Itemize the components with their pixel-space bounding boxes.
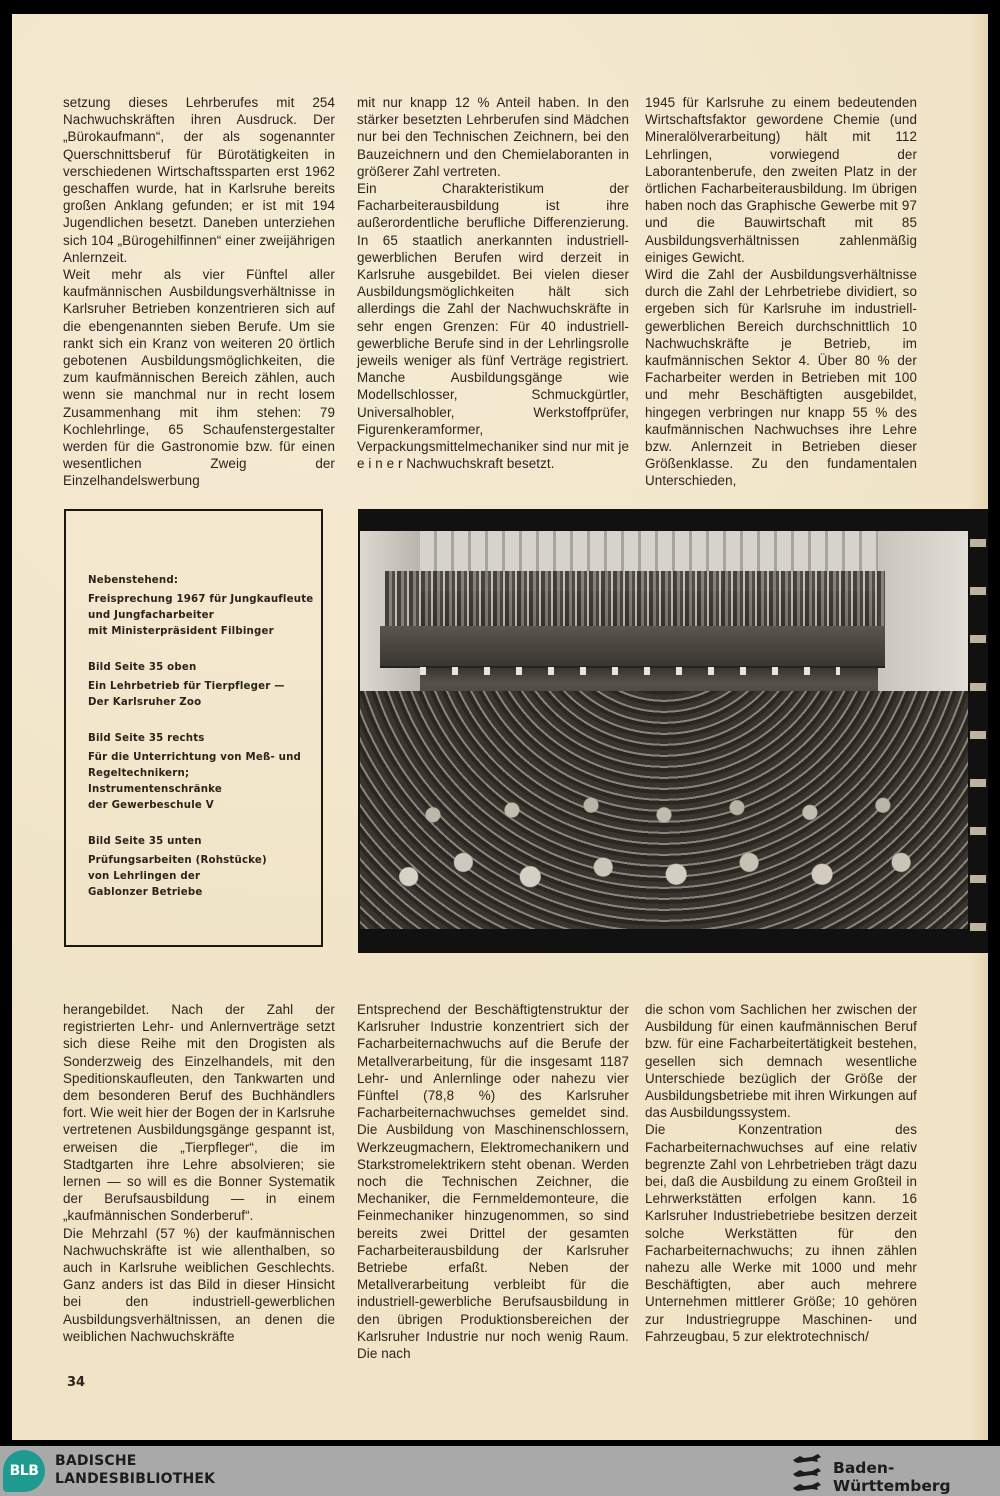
top-column-1 bbox=[63, 94, 335, 490]
top-column-3 bbox=[645, 94, 917, 490]
caption-heading: Bild Seite 35 unten bbox=[88, 836, 202, 847]
caption-group bbox=[88, 834, 313, 901]
blb-logo[interactable]: BLB bbox=[3, 1450, 45, 1492]
caption-line: mit Ministerpräsident Filbinger bbox=[88, 626, 274, 637]
paragraph: Entsprechend der Beschäftigtenstruktur der Karlsruher Industrie konzentriert sich der Facharbeiternachwuchs auf die Berufe der Metallverarbeitung, für die insgesamt 1187 Lehr- und Anlernlinge oder nahezu vier Fünftel (78,8 %) des Karlsruher Facharbeiternachwuchses gemeldet sind. Die Ausbildung von Maschinenschlossern, Werkzeugmachern, Elektromechanikern und Starkstromelektrikern steht obenan. Werden noch die Technischen Zeichner, die Mechaniker, die Fernmeldemonteure, die Feinmechaniker hinzugenommen, so sind bereits zwei Drittel der gesamten Facharbeiterausbildung der Karlsruher Betriebe erfaßt. Neben der Metallverarbeitung verbleibt für die industriell-gewerbliche Berufsausbildung in den übrigen Produktionsbereichen der Karlsruher Industrie nur noch wenig Raum. Die nach bbox=[357, 1002, 629, 1362]
caption-line: Gablonzer Betriebe bbox=[88, 887, 203, 898]
paragraph: herangebildet. Nach der Zahl der registrierten Lehr- und Anlernverträge setzt sich diese Reihe mit den Drogisten als Sonderzweig des Einzelhandels, mit den Speditionskaufleuten, den Tankwarten und dem besonderen Beruf des Buchhändlers fort. Wie weit hier der Bogen der in Karlsruhe vertretenen Ausbildungsgänge gespannt ist, erweisen die „Tierpfleger“, die im Stadtgarten ihre Lehre absolvieren; sie lernen — so will es die Bonner Systematik der Berufsausbildung — in einem „kaufmännischen Sonderberuf“. bbox=[63, 1002, 335, 1224]
scanned-page bbox=[12, 14, 988, 1440]
bottom-column-1 bbox=[63, 1001, 335, 1345]
audience-hall-photo bbox=[360, 531, 968, 929]
footer-bar bbox=[0, 1446, 1000, 1496]
caption-group bbox=[88, 731, 313, 814]
paragraph: mit nur knapp 12 % Anteil haben. In den stärker besetzten Lehrberufen sind Mädchen nur bei den Technischen Zeichnern, bei den Bauzeichnern und den Chemielaboranten in größerer Zahl vertreten. bbox=[357, 95, 629, 179]
library-name[interactable] bbox=[55, 1452, 215, 1488]
paragraph: die schon vom Sachlichen her zwischen der Ausbildung für einen kaufmännischen Beruf bzw. für eine Facharbeitertätigkeit bestehen, gesellen sich demnach wesentliche Unterschiede bezüglich der Größe der Ausbildungsbetriebe mit ihren Wirkungen auf das Ausbildungssystem. bbox=[645, 1002, 917, 1121]
top-column-2 bbox=[357, 94, 629, 472]
page-number: 34 bbox=[67, 1375, 86, 1390]
caption-line: und Jungfacharbeiter bbox=[88, 610, 214, 621]
caption-box bbox=[64, 509, 323, 947]
paragraph: Weit mehr als vier Fünftel aller kaufmännischen Ausbildungsverhältnisse in Karlsruher Betrieben konzentrieren sich auf die ebengenannten sieben Berufe. Um sie rankt sich ein Kranz von weiteren 20 örtlich gebotenen Ausbildungsmöglichkeiten, die zum kaufmännischen Bereich zählen, auch wenn sie manchmal nur in recht losem Zusammenhang mit ihm stehen: 79 Kochlehrlinge, 65 Schaufenstergestalter werden für die Gastronomie bzw. für einen wesentlichen Zweig der Einzelhandelswerbung bbox=[63, 267, 335, 489]
library-name-line-2: LANDESBIBLIOTHEK bbox=[55, 1471, 216, 1487]
caption-line: Instrumentenschränke bbox=[88, 784, 222, 795]
paragraph: Die Konzentration des Facharbeiternachwuchses auf eine relativ begrenzte Zahl von Lehrbetrieben trägt dazu bei, daß die Ausbildung zu einem Großteil in Lehrwerkstätten erfolgen kann. 16 Karlsruher Industriebetriebe besitzen derzeit solche Werkstätten für den Facharbeiternachwuchs; zu ihnen zählen nahezu alle Werke mit 1000 und mehr Beschäftigten, aber auch mehrere Unternehmen mittlerer Größe; 10 gehören zur Industriegruppe Maschinen- und Fahrzeugbau, 5 zur elektrotechnisch/ bbox=[645, 1122, 917, 1344]
photo-crowd bbox=[360, 691, 968, 929]
caption-line: Regeltechnikern; bbox=[88, 768, 190, 779]
photo-balcony-crowd bbox=[385, 571, 885, 626]
bottom-column-3 bbox=[645, 1001, 917, 1345]
caption-line: Prüfungsarbeiten (Rohstücke) bbox=[88, 855, 267, 866]
caption-group bbox=[88, 660, 313, 711]
photo-lights bbox=[420, 667, 840, 675]
caption-line: Der Karlsruher Zoo bbox=[88, 697, 202, 708]
photo-balcony bbox=[380, 626, 885, 668]
film-sprocket-edge bbox=[970, 509, 986, 953]
paragraph: Die Mehrzahl (57 %) der kaufmännischen Nachwuchskräfte ist wie allenthalben, so auch in Karlsruhe weiblichen Geschlechts. Ganz anders ist das Bild in dieser Hinsicht bei den industriell-gewerblichen Ausbildungsverhältnissen, an denen die weiblichen Nachwuchskräfte bbox=[63, 1225, 335, 1344]
bottom-column-2 bbox=[357, 1001, 629, 1362]
caption-line: Für die Unterrichtung von Meß- und bbox=[88, 752, 302, 763]
paragraph: Wird die Zahl der Ausbildungsverhältnisse durch die Zahl der Lehrbetriebe dividiert, so ergeben sich für Karlsruhe im industriell-gewerblichen Bereich durchschnittlich 10 Nachwuchskräfte je Betrieb, im kaufmännischen Sektor 4. Über 80 % der Facharbeiter werden in Betrieben mit 100 und mehr Beschäftigten ausgebildet, hingegen verbringen nur knapp 55 % des kaufmännischen Nachwuchses ihre Lehre bzw. Anlernzeit in Betrieben dieser Größenklasse. Zu den fundamentalen Unterschieden, bbox=[645, 267, 917, 489]
paragraph: Ein Charakteristikum der Facharbeiterausbildung ist ihre außerordentliche berufliche Differenzierung. In 65 staatlich anerkannten industriell-gewerblichen Berufen wird derzeit in Karlsruhe ausgebildet. Bei vielen dieser Ausbildungsmöglichkeiten hält sich allerdings die Zahl der Nachwuchskräfte in sehr engen Grenzen: Für 40 industriell-gewerbliche Berufe sind in der Lehrlingsrolle jeweils weniger als fünf Verträge registriert. Manche Ausbildungsgänge wie Modellschlosser, Schmuckgürtler, Universalhobler, Werkstoffprüfer, Figurenkeramformer, Verpackungsmittelmechaniker sind nur mit je e i n e r Nachwuchskraft besetzt. bbox=[357, 181, 629, 472]
three-lions-crest-icon bbox=[790, 1450, 824, 1494]
library-name-line-1: BADISCHE bbox=[55, 1453, 137, 1469]
caption-heading: Nebenstehend: bbox=[88, 575, 179, 586]
photo-wall bbox=[878, 531, 968, 691]
caption-heading: Bild Seite 35 oben bbox=[88, 662, 197, 673]
photo-frame bbox=[358, 509, 988, 953]
caption-line: Freisprechung 1967 für Jungkaufleute bbox=[88, 594, 314, 605]
caption-group bbox=[88, 573, 313, 640]
caption-line: von Lehrlingen der bbox=[88, 871, 201, 882]
caption-line: der Gewerbeschule V bbox=[88, 800, 214, 811]
caption-line: Ein Lehrbetrieb für Tierpfleger — bbox=[88, 681, 285, 692]
paragraph: 1945 für Karlsruhe zu einem bedeutenden Wirtschaftsfaktor gewordene Chemie (und Mineralölverarbeitung) hält mit 112 Lehrlingen, vorwiegend der Laborantenberufe, den zweiten Platz in der örtlichen Facharbeiterausbildung. Im übrigen haben noch das Graphische Gewerbe mit 97 und die Bauwirtschaft mit 85 Ausbildungsverhältnissen zahlenmäßig einiges Gewicht. bbox=[645, 95, 917, 265]
caption-heading: Bild Seite 35 rechts bbox=[88, 733, 205, 744]
paragraph: setzung dieses Lehrberufes mit 254 Nachwuchskräften ihren Ausdruck. Der „Bürokaufmann“, der als sogenannter Querschnittsberuf für Bürotätigkeiten in verschiedenen Wirtschaftssparten erst 1962 geschaffen wurde, hat in Karlsruhe bereits großen Anklang gefunden; er ist mit 194 Jugendlichen besetzt. Daneben unterziehen sich 104 „Bürogehilfinnen“ einer zweijährigen Anlernzeit. bbox=[63, 95, 335, 265]
state-name[interactable]: Baden-Württemberg bbox=[833, 1459, 951, 1495]
